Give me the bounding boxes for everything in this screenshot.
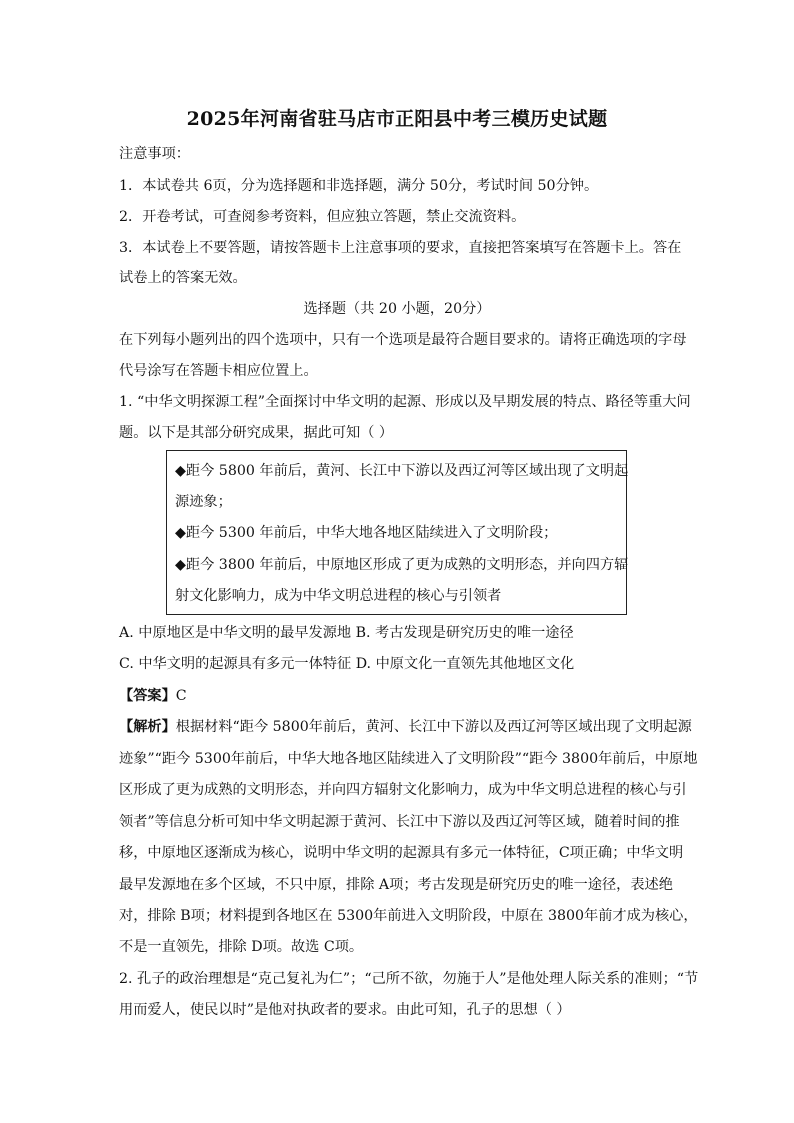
material-line-2: 源迹象； [175, 494, 232, 510]
exam-title: 2025年河南省驻马店市正阳县中考三模历史试题 [186, 108, 608, 130]
notice-heading: 注意事项： [119, 146, 190, 162]
analysis-line-2: 迹象”“距今 5300年前后，中华大地各地区陆续进入了文明阶段”“距今 3800年前后，中原地 [119, 751, 698, 767]
notice-item-2: 2．开卷考试，可查阅参考资料，但应独立答题，禁止交流资料。 [119, 209, 526, 225]
question-1-answer [119, 686, 187, 706]
material-line-5: 射文化影响力，成为中华文明总进程的核心与引领者 [175, 588, 502, 604]
analysis-line-5: 移，中原地区逐渐成为核心，说明中华文明的起源具有多元一体特征，C项正确；中华文明 [119, 845, 684, 861]
answer-value: C [175, 688, 187, 704]
analysis-text-1: 根据材料“距今 5800年前后，黄河、长江中下游以及西辽河等区域出现了文明起源 [175, 719, 692, 735]
section-intro-line-1: 在下列每小题列出的四个选项中，只有一个选项是最符合题目要求的。请将正确选项的字母 [119, 332, 687, 348]
material-line-1: ◆距今 5800 年前后，黄河、长江中下游以及西辽河等区域出现了文明起 [175, 463, 629, 479]
answer-label: 【答案】 [119, 688, 176, 704]
question-1-options-line-1: A. 中原地区是中华文明的最早发源地 B. 考古发现是研究历史的唯一途径 [119, 625, 574, 641]
analysis-line-1 [119, 717, 692, 737]
analysis-line-7: 对，排除 B项；材料提到各地区在 5300年前进入文明阶段，中原在 3800年前才成为核心， [119, 908, 698, 924]
question-2-stem-line-1: 2. 孔子的政治理想是“克己复礼为仁”；“己所不欲，勿施于人”是他处理人际关系的准则；“节 [119, 971, 699, 987]
analysis-label: 【解析】 [119, 719, 176, 735]
analysis-line-4: 领者”等信息分析可知中华文明起源于黄河、长江中下游以及西辽河等区域，随着时间的推 [119, 814, 680, 830]
notice-item-1: 1．本试卷共 6页，分为选择题和非选择题，满分 50分，考试时间 50分钟。 [119, 178, 599, 194]
question-1-stem-line-1: 1. “中华文明探源工程”全面探讨中华文明的起源、形成以及早期发展的特点、路径等重大问 [119, 394, 691, 410]
analysis-line-3: 区形成了更为成熟的文明形态，并向四方辐射文化影响力，成为中华文明总进程的核心与引 [119, 782, 687, 798]
analysis-line-8: 不是一直领先，排除 D项。故选 C项。 [119, 939, 364, 955]
analysis-line-6: 最早发源地在多个区域，不只中原，排除 A项；考古发现是研究历史的唯一途径，表述绝 [119, 877, 673, 893]
notice-item-3-line-2: 试卷上的答案无效。 [119, 270, 247, 286]
question-1-options-line-2: C. 中华文明的起源具有多元一体特征 D. 中原文化一直领先其他地区文化 [119, 656, 575, 672]
question-1-stem-line-2: 题。以下是其部分研究成果，据此可知（ ） [119, 425, 394, 441]
section-heading: 选择题（共 20 小题，20分） [303, 301, 491, 317]
notice-item-3-line-1: 3．本试卷上不要答题，请按答题卡上注意事项的要求，直接把答案填写在答题卡上。答在 [119, 240, 682, 256]
material-line-4: ◆距今 3800 年前后，中原地区形成了更为成熟的文明形态，并向四方辐 [175, 557, 629, 573]
section-intro-line-2: 代号涂写在答题卡相应位置上。 [119, 363, 318, 379]
question-2-stem-line-2: 用而爱人，使民以时”是他对执政者的要求。由此可知，孔子的思想（ ） [119, 1002, 571, 1018]
material-line-3: ◆距今 5300 年前后，中华大地各地区陆续进入了文明阶段； [175, 525, 558, 541]
